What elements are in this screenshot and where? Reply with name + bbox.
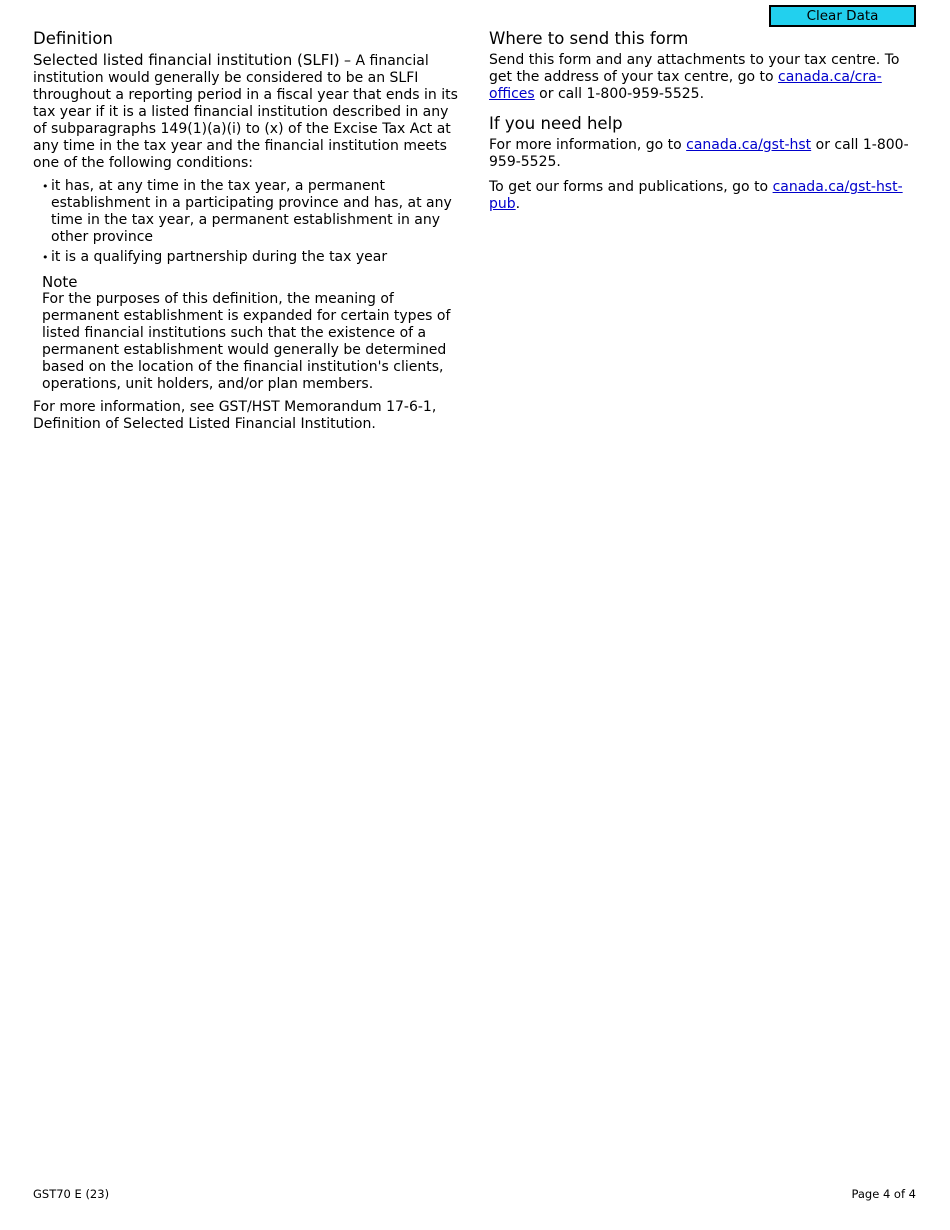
condition-text: it has, at any time in the tax year, a permanent establishment in a participating province and has, at any time in the tax year, a permanent establishment in any other province <box>51 178 452 245</box>
definition-paragraph <box>33 52 459 172</box>
note-text: For the purposes of this definition, the meaning of permanent establishment is expanded for certain types of listed financial institutions such that the existence of a permanent establishment would generally be determined based on the location of the financial institution's clients, operations, unit holders, and/or plan members. <box>42 291 451 392</box>
contact-section <box>489 28 919 213</box>
help-heading: If you need help <box>489 114 623 133</box>
publications-after: . <box>515 196 521 212</box>
definition-term: Selected listed financial institution (SLFI) <box>33 51 340 69</box>
clear-data-button[interactable]: Clear Data <box>769 5 916 27</box>
help-info-before: For more information, go to <box>489 137 687 153</box>
help-info-after: or call 1-800-959-5525. <box>489 137 909 170</box>
publications-text <box>489 179 919 213</box>
condition-text: it is a qualifying partnership during the tax year <box>51 249 388 265</box>
form-code: GST70 E (23) <box>33 1187 110 1201</box>
list-item <box>42 178 459 246</box>
bullet-icon: • <box>42 251 49 264</box>
conditions-list <box>42 178 459 266</box>
gst-hst-link[interactable]: canada.ca/gst-hst <box>686 137 812 153</box>
note-title: Note <box>42 273 78 291</box>
list-item <box>42 249 459 266</box>
where-to-send-text <box>489 52 919 103</box>
help-info-text <box>489 137 919 171</box>
where-to-send-text-after: or call 1-800-959-5525. <box>534 86 705 102</box>
gst-hst-pub-link[interactable]: canada.ca/gst-hst-pub <box>489 179 903 212</box>
definition-heading: Definition <box>33 29 113 48</box>
definition-text: A financial institution would generally be considered to be an SLFI throughout a reporting period in a fiscal year that ends in its tax year if it is a listed financial institution described in any of subparagraphs 149(1)(a)(i) to (x) of the Excise Tax Act at any time in the tax year and the financial institution meets one of the following conditions: <box>33 53 458 171</box>
note-block <box>42 273 459 393</box>
where-to-send-text-before: Send this form and any attachments to your tax centre. To get the address of your tax centre, go to <box>489 52 900 85</box>
where-to-send-heading: Where to send this form <box>489 29 689 48</box>
more-info-text: For more information, see GST/HST Memorandum 17-6-1, Definition of Selected Listed Financial Institution. <box>33 399 437 432</box>
page-number: Page 4 of 4 <box>851 1187 916 1201</box>
bullet-icon: • <box>42 180 49 193</box>
publications-before: To get our forms and publications, go to <box>489 179 773 195</box>
definition-section <box>33 28 459 433</box>
definition-dash: – <box>339 53 356 69</box>
cra-offices-link[interactable]: canada.ca/cra-offices <box>489 69 882 102</box>
